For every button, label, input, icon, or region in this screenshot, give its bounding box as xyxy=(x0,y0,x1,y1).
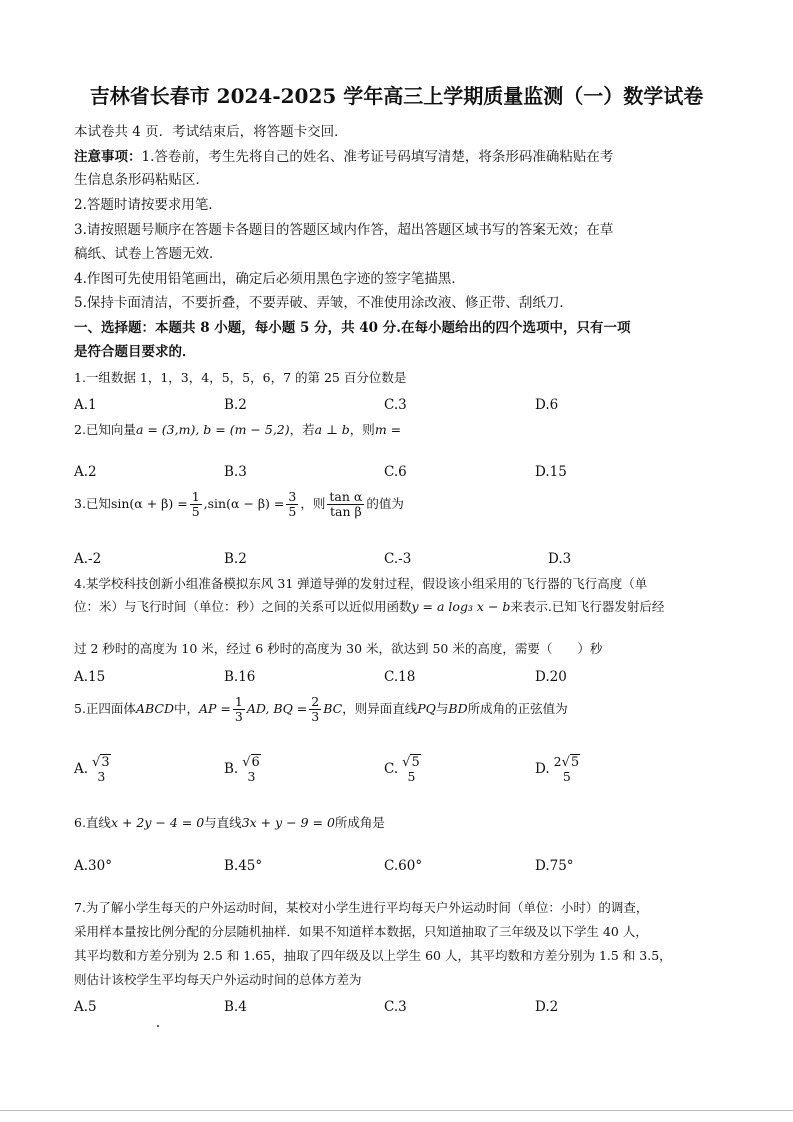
q7-option-c: C.3 xyxy=(384,999,407,1015)
q2-option-a: A.2 xyxy=(74,464,97,480)
q5-option-d-den: 5 xyxy=(562,769,571,784)
notice-3: 3.请按照题号顺序在答题卡各题目的答题区域内作答，超出答题区域书写的答案无效；在草 xyxy=(74,222,614,238)
question-4: 4.某学校科技创新小组准备模拟东风 31 弹道导弹的发射过程，假设该小组采用的飞行器的飞行高度（单 xyxy=(74,576,648,591)
q3-prefix: 3.已知 xyxy=(74,496,111,511)
notice-3-cont: 稿纸、试卷上答题无效． xyxy=(74,246,223,262)
q5-option-b: B. √6 3 xyxy=(224,755,265,784)
q3-option-a: A.-2 xyxy=(74,551,102,567)
page-title: 吉林省长春市 2024-2025 学年高三上学期质量监测（一）数学试卷 xyxy=(89,84,704,108)
q3-frac-1: $\frac{1}{5}$ xyxy=(191,489,200,519)
q2-m: m = xyxy=(374,422,402,437)
notice-5: 5.保持卡面清洁，不要折叠，不要弄破、弄皱，不准使用涂改液、修正带、刮纸刀． xyxy=(74,295,573,311)
q5-option-c: C. √5 5 xyxy=(384,755,425,784)
q5-option-c-radicand: 5 xyxy=(411,755,420,770)
q5-frac-2: $\frac{2}{3}$ xyxy=(311,694,320,724)
question-5 xyxy=(74,693,568,725)
q3-option-d: D.3 xyxy=(548,551,572,567)
q6-option-a: A.30° xyxy=(74,858,112,874)
q2-option-c: C.6 xyxy=(384,464,407,480)
q4-option-c: C.18 xyxy=(384,669,416,685)
q2-prefix: 2.已知向量 xyxy=(74,422,136,437)
q2-option-d: D.15 xyxy=(535,464,567,480)
notice-2: 2.答题时请按要求用笔． xyxy=(74,197,222,213)
notice-label: 注意事项： xyxy=(74,149,142,165)
q3-option-b: B.2 xyxy=(224,551,247,567)
q4-text-a: 位：米）与飞行时间（单位：秒）之间的关系可以近似用函数 xyxy=(74,599,412,614)
q6-option-d: D.75° xyxy=(535,858,574,874)
q5-option-c-den: 5 xyxy=(407,769,416,784)
q5-ad-bq: AD, BQ = xyxy=(246,701,308,716)
q4-option-a: A.15 xyxy=(74,669,106,685)
q4-option-d: D.20 xyxy=(535,669,567,685)
q1-option-b: B.2 xyxy=(224,397,247,413)
q3-option-c: C.-3 xyxy=(384,551,412,567)
q6-mid: 与直线 xyxy=(204,815,242,830)
question-7-line-2: 采用样本量按比例分配的分层随机抽样．如果不知道样本数据，只知道抽取了三年级及以下学生 40 人， xyxy=(74,924,648,939)
q5-suffix-3: 所成角的正弦值为 xyxy=(467,701,568,716)
q5-pq: PQ xyxy=(417,701,436,716)
q5-suffix-2: 与 xyxy=(435,701,449,716)
q5-bd: BD xyxy=(448,701,468,716)
stray-dot xyxy=(157,1025,159,1027)
q6-eq2: 3x + y − 9 = 0 xyxy=(241,815,335,830)
q3-suffix: 的值为 xyxy=(366,496,404,511)
question-3 xyxy=(74,489,404,519)
q6-option-c: C.60° xyxy=(384,858,423,874)
intro-text: 本试卷共 4 页．考试结束后，将答题卡交回． xyxy=(74,124,348,140)
q1-option-d: D.6 xyxy=(535,397,559,413)
q5-prefix: 5.正四面体 xyxy=(74,701,136,716)
q3-sin-minus: ,sin(α − β) = xyxy=(203,496,285,511)
q6-eq1: x + 2y − 4 = 0 xyxy=(110,815,205,830)
notice-1 xyxy=(74,147,613,167)
q5-option-b-radicand: 6 xyxy=(251,755,260,770)
q6-prefix: 6.直线 xyxy=(74,815,111,830)
section-heading-cont: 是符合题目要求的． xyxy=(74,344,196,360)
q3-sin-plus: sin(α + β) = xyxy=(110,496,188,511)
q7-option-d: D.2 xyxy=(535,999,559,1015)
question-7-line-3: 其平均数和方差分别为 2.5 和 1.65，抽取了四年级及以上学生 60 人，其平均数和方差分别为 1.5 和 3.5， xyxy=(74,948,672,963)
q5-mid: 中， xyxy=(173,701,199,716)
q2-vectors: a = (3,m), b = (m − 5,2) xyxy=(135,422,290,437)
q1-option-a: A.1 xyxy=(74,397,97,413)
q5-option-a-den: 3 xyxy=(97,769,106,784)
question-1: 1.一组数据 1，1，3，4，5，5，6，7 的第 25 百分位数是 xyxy=(74,370,407,385)
q5-suffix-1: ，则异面直线 xyxy=(342,701,418,716)
q5-frac-1: $\frac{1}{3}$ xyxy=(234,694,243,724)
question-7: 7.为了解小学生每天的户外运动时间，某校对小学生进行平均每天户外运动时间（单位：小时）的调查， xyxy=(74,900,649,915)
q6-suffix: 所成角是 xyxy=(334,815,385,830)
q4-option-b: B.16 xyxy=(224,669,256,685)
q5-ap: AP = xyxy=(198,701,231,716)
q5-option-a: A. √3 3 xyxy=(74,755,115,784)
q5-option-d: D. 2√5 5 xyxy=(535,755,584,784)
q7-option-a: A.5 xyxy=(74,999,97,1015)
notice-1-cont: 生信息条形码粘贴区． xyxy=(74,172,209,188)
q5-option-a-radicand: 3 xyxy=(101,755,110,770)
question-4-line-3: 过 2 秒时的高度为 10 米，经过 6 秒时的高度为 30 米，欲达到 50 米的高度，需要（ ）秒 xyxy=(74,641,603,656)
q3-frac-tan: $\frac{\text{tan α}}{\text{tan β}}$ xyxy=(329,489,363,519)
q1-option-c: C.3 xyxy=(384,397,407,413)
q5-bc: BC xyxy=(323,701,343,716)
page-bottom-rule xyxy=(0,1110,793,1111)
q2-perp: a ⊥ b xyxy=(314,422,350,437)
q6-option-b: B.45° xyxy=(224,858,263,874)
section-heading: 一、选择题：本题共 8 小题，每小题 5 分，共 40 分.在每小题给出的四个选项中，只有一项 xyxy=(74,320,631,336)
question-2 xyxy=(74,420,401,440)
question-6 xyxy=(74,813,385,833)
q2-mid2: ，则 xyxy=(349,422,375,437)
q5-option-d-coef: 2 xyxy=(553,754,562,769)
q4-formula: y = a log₃ x − b xyxy=(411,599,511,614)
q4-text-b: 来表示.已知飞行器发射后经 xyxy=(510,599,665,614)
q7-option-b: B.4 xyxy=(224,999,247,1015)
q5-option-d-radicand: 5 xyxy=(570,755,580,770)
q5-abcd: ABCD xyxy=(135,701,174,716)
q3-frac-2: $\frac{3}{5}$ xyxy=(288,489,297,519)
question-7-line-4: 则估计该校学生平均每天户外运动时间的总体方差为 xyxy=(74,972,362,987)
q3-then: ，则 xyxy=(300,496,326,511)
notice-4: 4.作图可先使用铅笔画出，确定后必须用黑色字迹的签字笔描黑． xyxy=(74,271,465,287)
notice-1-text: 1.答卷前，考生先将自己的姓名、准考证号码填写清楚，将条形码准确粘贴在考 xyxy=(141,149,614,165)
question-4-line-2 xyxy=(74,597,664,617)
q2-mid: ，若 xyxy=(289,422,315,437)
q5-option-b-den: 3 xyxy=(247,769,256,784)
q2-option-b: B.3 xyxy=(224,464,247,480)
